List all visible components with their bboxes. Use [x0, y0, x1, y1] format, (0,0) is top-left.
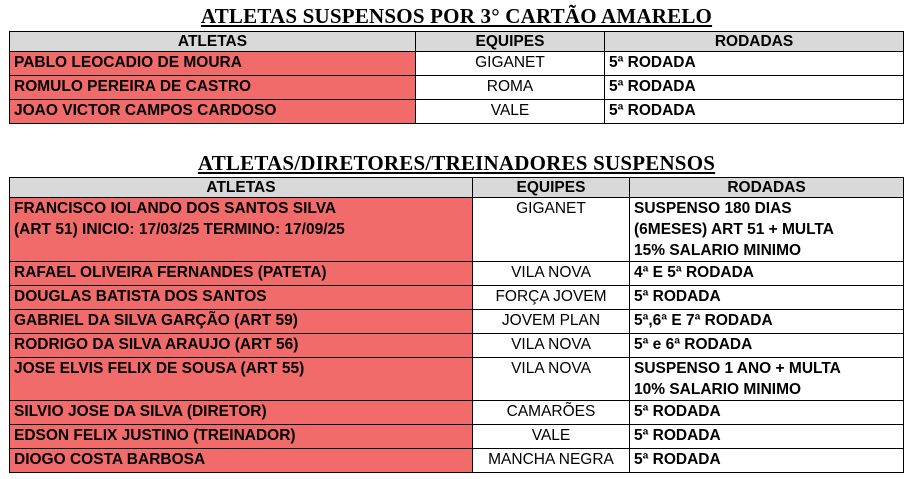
table-row [10, 198, 904, 262]
round-info: 5ª RODADA [630, 401, 904, 425]
table-row [10, 286, 904, 310]
team-name: MANCHA NEGRA [473, 449, 630, 473]
column-header-teams: EQUIPES [473, 178, 630, 198]
round-info: 5ª RODADA [630, 286, 904, 310]
team-name: FORÇA JOVEM [473, 286, 630, 310]
team-name: JOVEM PLAN [473, 310, 630, 334]
athlete-name: GABRIEL DA SILVA GARÇÃO (ART 59) [10, 310, 473, 334]
table-row [10, 358, 904, 401]
athlete-name: FRANCISCO IOLANDO DOS SANTOS SILVA (ART 51) INICIO: 17/03/25 TERMINO: 17/09/25 [10, 198, 473, 262]
round-info: 5ª RODADA [605, 100, 904, 124]
team-name: VALE [473, 425, 630, 449]
round-info: 5ª RODADA [605, 52, 904, 76]
round-info: 5ª e 6ª RODADA [630, 334, 904, 358]
round-info: SUSPENSO 1 ANO + MULTA 10% SALARIO MINIMO [630, 358, 904, 401]
table-header-row [10, 32, 904, 52]
section-title-yellow-cards: ATLETAS SUSPENSOS POR 3° CARTÃO AMARELO [200, 4, 713, 28]
table-row [10, 425, 904, 449]
section-title-suspended-staff: ATLETAS/DIRETORES/TREINADORES SUSPENSOS [197, 151, 716, 175]
athlete-name: RAFAEL OLIVEIRA FERNANDES (PATETA) [10, 262, 473, 286]
team-name: VILA NOVA [473, 262, 630, 286]
athlete-name: SILVIO JOSE DA SILVA (DIRETOR) [10, 401, 473, 425]
athlete-name: JOSE ELVIS FELIX DE SOUSA (ART 55) [10, 358, 473, 401]
athlete-name: RODRIGO DA SILVA ARAUJO (ART 56) [10, 334, 473, 358]
table-row [10, 52, 904, 76]
round-info: 5ª RODADA [605, 76, 904, 100]
table-row [10, 401, 904, 425]
athlete-name: JOAO VICTOR CAMPOS CARDOSO [10, 100, 416, 124]
table-header-row [10, 178, 904, 198]
round-info: 5ª RODADA [630, 425, 904, 449]
team-name: GIGANET [416, 52, 605, 76]
round-info: 4ª E 5ª RODADA [630, 262, 904, 286]
team-name: VILA NOVA [473, 358, 630, 401]
table-row [10, 76, 904, 100]
suspended-staff-table [9, 177, 904, 473]
athlete-name: DIOGO COSTA BARBOSA [10, 449, 473, 473]
athlete-name: DOUGLAS BATISTA DOS SANTOS [10, 286, 473, 310]
athlete-name: PABLO LEOCADIO DE MOURA [10, 52, 416, 76]
team-name: VALE [416, 100, 605, 124]
column-header-athletes: ATLETAS [10, 178, 473, 198]
table-row [10, 310, 904, 334]
table-row [10, 449, 904, 473]
team-name: ROMA [416, 76, 605, 100]
column-header-teams: EQUIPES [416, 32, 605, 52]
team-name: VILA NOVA [473, 334, 630, 358]
round-info: SUSPENSO 180 DIAS (6MESES) ART 51 + MULTA 15% SALARIO MINIMO [630, 198, 904, 262]
athlete-name: EDSON FELIX JUSTINO (TREINADOR) [10, 425, 473, 449]
athlete-name: ROMULO PEREIRA DE CASTRO [10, 76, 416, 100]
team-name: CAMARÕES [473, 401, 630, 425]
column-header-rounds: RODADAS [630, 178, 904, 198]
table-row [10, 334, 904, 358]
column-header-rounds: RODADAS [605, 32, 904, 52]
team-name: GIGANET [473, 198, 630, 262]
column-header-athletes: ATLETAS [10, 32, 416, 52]
round-info: 5ª,6ª E 7ª RODADA [630, 310, 904, 334]
table-row [10, 100, 904, 124]
round-info: 5ª RODADA [630, 449, 904, 473]
table-row [10, 262, 904, 286]
yellow-card-suspensions-table [9, 31, 904, 124]
